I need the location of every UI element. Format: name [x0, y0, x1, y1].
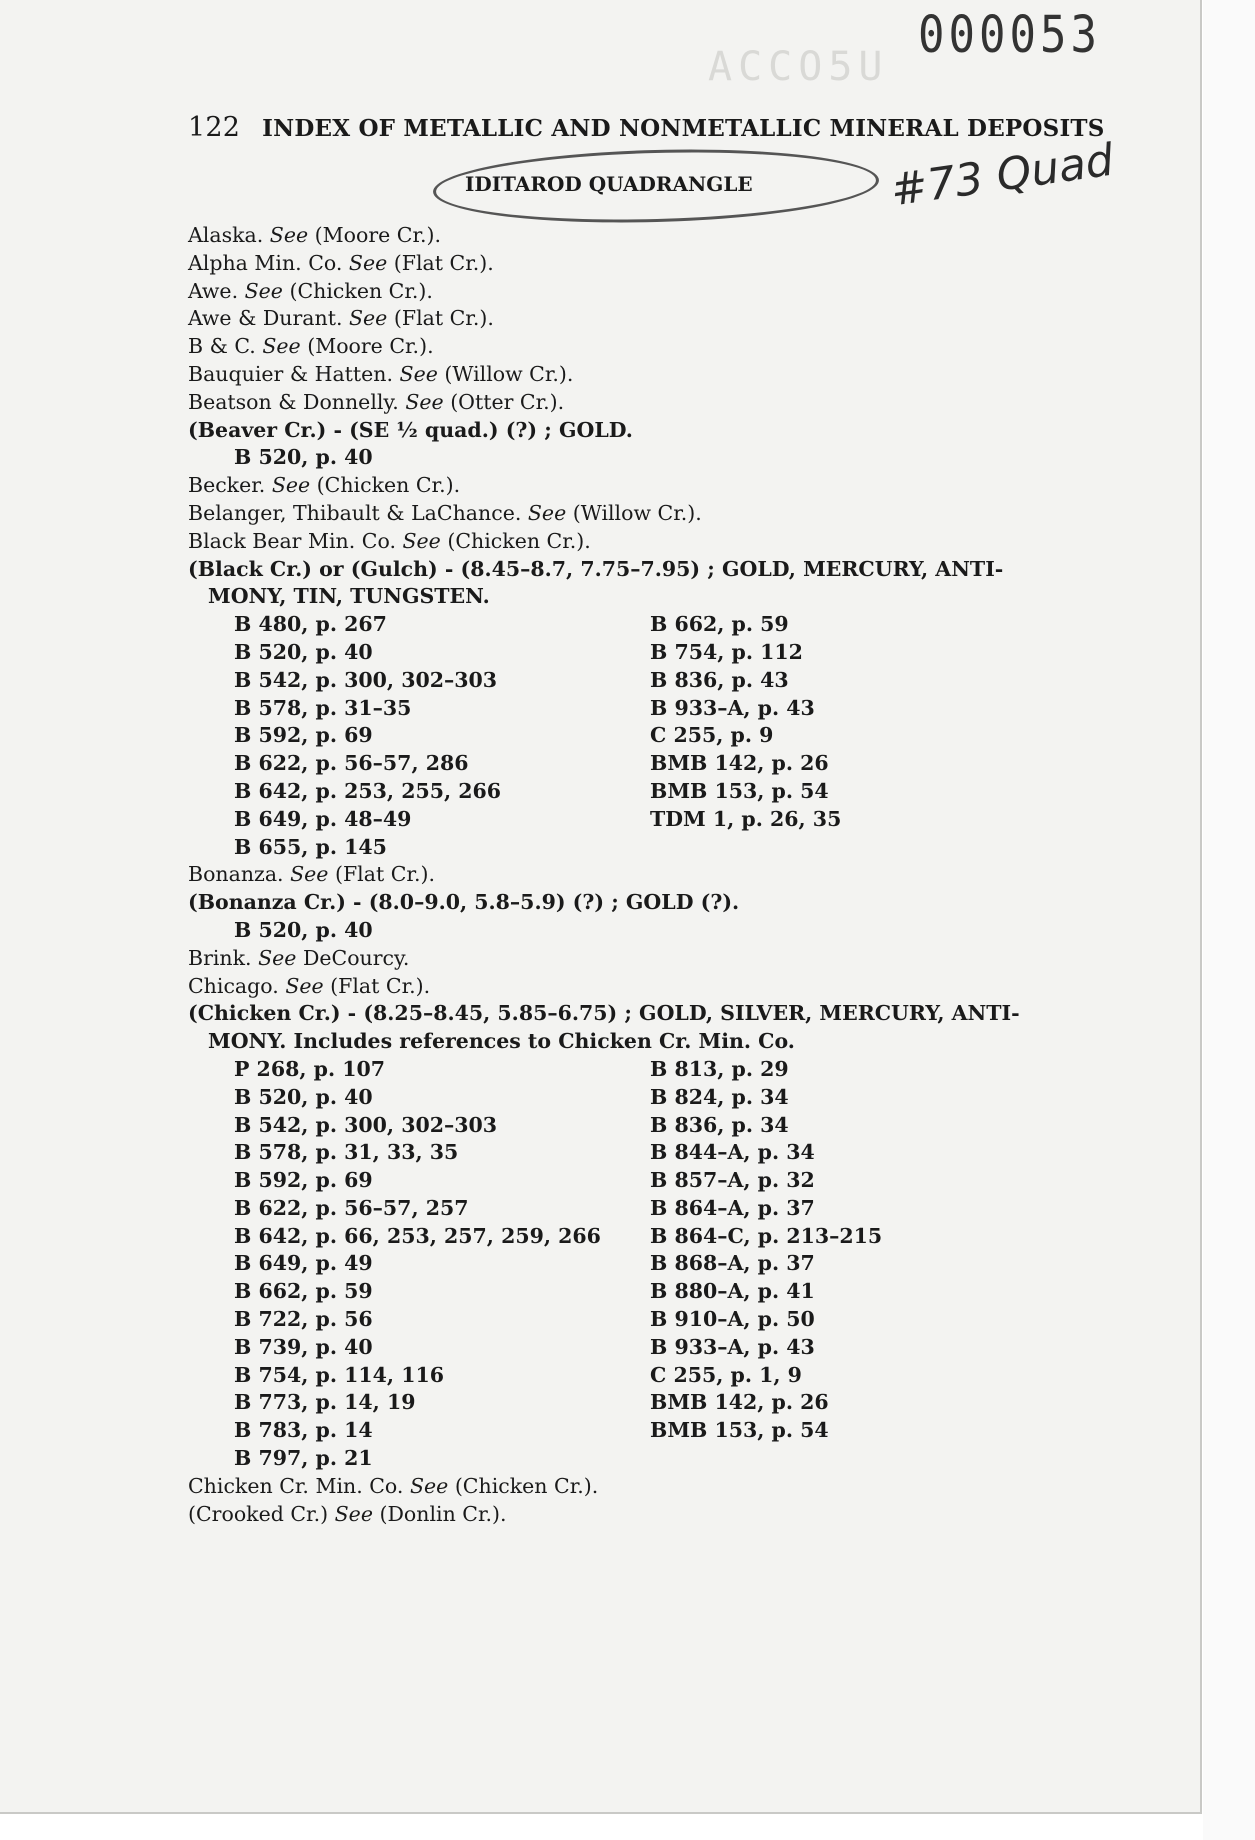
- entry-name: (Crooked Cr.): [188, 1501, 329, 1526]
- ref-item: B 864–A, p. 37: [650, 1195, 815, 1220]
- see-entry: [188, 333, 1088, 361]
- see-entry: [188, 222, 1088, 250]
- entry-ref: (Willow Cr.).: [444, 361, 574, 386]
- ref-item: P 268, p. 107: [234, 1056, 386, 1081]
- entry-ref: (Chicken Cr.).: [316, 473, 461, 498]
- ref-grid: [188, 611, 1088, 861]
- see-entry: [188, 1473, 1088, 1501]
- see-label: See: [348, 250, 388, 275]
- ref-item: B 578, p. 31, 33, 35: [234, 1140, 459, 1165]
- see-entry: [188, 389, 1088, 417]
- entry-name: Alaska.: [188, 223, 264, 247]
- ref-item: B 880–A, p. 41: [650, 1279, 815, 1304]
- entry-ref: (Flat Cr.).: [334, 862, 435, 887]
- see-label: See: [334, 1501, 373, 1526]
- page-header-title: INDEX OF METALLIC AND NONMETALLIC MINERAL DEPOSITS: [262, 115, 1105, 142]
- see-entry: [188, 361, 1088, 389]
- entry-ref: (Chicken Cr.).: [289, 278, 433, 303]
- entry-name: Belanger, Thibault & LaChance.: [188, 500, 522, 525]
- ref-item: B 754, p. 112: [650, 639, 803, 664]
- ref-item: TDM 1, p. 26, 35: [650, 806, 842, 831]
- ref-item: B 622, p. 56–57, 257: [234, 1195, 469, 1220]
- ref-item: B 739, p. 40: [234, 1334, 373, 1359]
- ref-item: B 542, p. 300, 302–303: [234, 667, 498, 692]
- bleed-through-stamp: ACCO5U: [708, 44, 889, 90]
- ref-item: B 797, p. 21: [234, 1446, 373, 1471]
- ref-item: B 520, p. 40: [234, 445, 373, 470]
- entry-heading-black-cont: MONY, TIN, TUNGSTEN.: [208, 584, 490, 609]
- ref-item: B 642, p. 66, 253, 257, 259, 266: [234, 1223, 601, 1248]
- see-label: See: [405, 389, 444, 414]
- ref-item: B 722, p. 56: [234, 1307, 373, 1332]
- ref-item: B 649, p. 48–49: [234, 806, 412, 831]
- entry-heading-beaver: (Beaver Cr.) - (SE ½ quad.) (?) ; GOLD.: [188, 417, 633, 442]
- see-label: See: [402, 528, 441, 553]
- entry-ref: (Donlin Cr.).: [379, 1501, 507, 1526]
- entry-name: Black Bear Min. Co.: [188, 528, 396, 553]
- see-label: See: [244, 278, 283, 303]
- ref-item: B 933–A, p. 43: [650, 695, 815, 720]
- ref-item: B 933–A, p. 43: [650, 1334, 815, 1359]
- entry-name: Awe & Durant.: [188, 306, 343, 331]
- see-entry: [188, 278, 1088, 306]
- entry-ref: (Flat Cr.).: [330, 973, 431, 998]
- ref-item: B 836, p. 34: [650, 1112, 789, 1137]
- see-entry: [188, 528, 1088, 556]
- see-label: See: [262, 334, 301, 359]
- page-margin: [1203, 0, 1255, 1840]
- see-label: See: [258, 945, 297, 970]
- entry-name: B & C.: [188, 334, 256, 359]
- ref-item: B 864–C, p. 213–215: [650, 1223, 883, 1248]
- entry-ref: (Chicken Cr.).: [447, 528, 591, 553]
- entry-heading-black: (Black Cr.) or (Gulch) - (8.45–8.7, 7.75–7.95) ; GOLD, MERCURY, ANTI-: [188, 556, 1004, 581]
- see-label: See: [271, 473, 311, 498]
- ref-item: C 255, p. 1, 9: [650, 1362, 802, 1387]
- ref-item: B 910–A, p. 50: [650, 1307, 815, 1332]
- see-entry: [188, 861, 1088, 889]
- see-label: See: [399, 361, 438, 386]
- see-entry: [188, 973, 1088, 1001]
- entry-ref: (Willow Cr.).: [572, 500, 702, 525]
- ref-item: B 592, p. 69: [234, 723, 373, 748]
- entry-heading-bonanza: (Bonanza Cr.) - (8.0–9.0, 5.8–5.9) (?) ; GOLD (?).: [188, 890, 740, 915]
- ref-item: BMB 142, p. 26: [650, 1390, 829, 1415]
- see-label: See: [409, 1473, 449, 1498]
- handwritten-note: #73 Quad: [887, 134, 1117, 217]
- see-entry: [188, 472, 1088, 500]
- ref-item: B 655, p. 145: [234, 834, 387, 859]
- entry-group: [188, 472, 1088, 555]
- ref-item: B 578, p. 31–35: [234, 695, 412, 720]
- ref-item: B 844–A, p. 34: [650, 1140, 815, 1165]
- see-label: See: [285, 973, 324, 998]
- entry-name: Beatson & Donnelly.: [188, 389, 399, 414]
- entry-ref: (Moore Cr.).: [307, 334, 434, 359]
- see-entry: [188, 500, 1088, 528]
- entry-heading-chicken-cont: MONY. Includes references to Chicken Cr. Min. Co.: [208, 1029, 795, 1054]
- entry-group: [188, 222, 1088, 417]
- ref-item: BMB 142, p. 26: [650, 751, 829, 776]
- ref-item: B 622, p. 56–57, 286: [234, 751, 469, 776]
- entry-group: [188, 945, 1088, 1001]
- entry-name: Chicago.: [188, 973, 279, 998]
- see-entry: [188, 1501, 1088, 1529]
- entry-ref: (Flat Cr.).: [393, 306, 494, 331]
- entry-name: Bonanza.: [188, 862, 284, 887]
- document-stamp-number: 000053: [918, 6, 1101, 65]
- ref-item: B 836, p. 43: [650, 667, 789, 692]
- ref-item: B 649, p. 49: [234, 1251, 373, 1276]
- index-content: [188, 222, 1088, 1528]
- entry-ref: DeCourcy.: [302, 945, 410, 970]
- ref-item: B 824, p. 34: [650, 1084, 789, 1109]
- see-label: See: [269, 223, 309, 247]
- entry-group: [188, 1473, 1088, 1529]
- ref-grid: [188, 1056, 1088, 1473]
- ref-list: [188, 917, 1088, 945]
- see-entry: [188, 250, 1088, 278]
- entry-heading-chicken: (Chicken Cr.) - (8.25–8.45, 5.85–6.75) ; GOLD, SILVER, MERCURY, ANTI-: [188, 1001, 1020, 1026]
- ref-item: B 542, p. 300, 302–303: [234, 1112, 498, 1137]
- entry-ref: (Moore Cr.).: [314, 223, 442, 247]
- ref-item: B 592, p. 69: [234, 1168, 373, 1193]
- entry-name: Brink.: [188, 945, 252, 970]
- ref-item: [650, 834, 1010, 862]
- see-label: See: [290, 862, 329, 887]
- entry-name: Chicken Cr. Min. Co.: [188, 1473, 404, 1498]
- see-entry: [188, 305, 1088, 333]
- see-label: See: [349, 306, 388, 331]
- ref-item: B 520, p. 40: [234, 1084, 373, 1109]
- entry-name: Bauquier & Hatten.: [188, 361, 394, 386]
- ref-item: B 754, p. 114, 116: [234, 1362, 444, 1387]
- ref-item: B 662, p. 59: [234, 1279, 373, 1304]
- ref-item: B 783, p. 14: [234, 1418, 373, 1443]
- ref-item: BMB 153, p. 54: [650, 1418, 829, 1443]
- ref-item: B 813, p. 29: [650, 1056, 789, 1081]
- ref-item: C 255, p. 9: [650, 723, 774, 748]
- page-header: [188, 112, 1105, 143]
- ref-item: B 520, p. 40: [234, 639, 373, 664]
- entry-ref: (Otter Cr.).: [450, 389, 565, 414]
- ref-list: [188, 444, 1088, 472]
- ref-item: [650, 1445, 1010, 1473]
- ref-item: B 773, p. 14, 19: [234, 1390, 416, 1415]
- see-label: See: [527, 500, 567, 525]
- entry-name: Awe.: [188, 278, 239, 303]
- quadrangle-title: IDITAROD QUADRANGLE: [465, 172, 753, 196]
- entry-ref: (Chicken Cr.).: [454, 1473, 599, 1498]
- ref-item: BMB 153, p. 54: [650, 778, 829, 803]
- entry-ref: (Flat Cr.).: [393, 250, 494, 275]
- page-number: 122: [188, 112, 241, 143]
- ref-item: B 868–A, p. 37: [650, 1251, 815, 1276]
- ref-item: B 642, p. 253, 255, 266: [234, 778, 502, 803]
- ref-item: B 662, p. 59: [650, 612, 789, 637]
- entry-name: Alpha Min. Co.: [188, 250, 343, 275]
- ref-item: B 480, p. 267: [234, 612, 387, 637]
- ref-item: B 857–A, p. 32: [650, 1168, 815, 1193]
- entry-name: Becker.: [188, 473, 266, 498]
- see-entry: [188, 945, 1088, 973]
- ref-item: B 520, p. 40: [234, 917, 373, 942]
